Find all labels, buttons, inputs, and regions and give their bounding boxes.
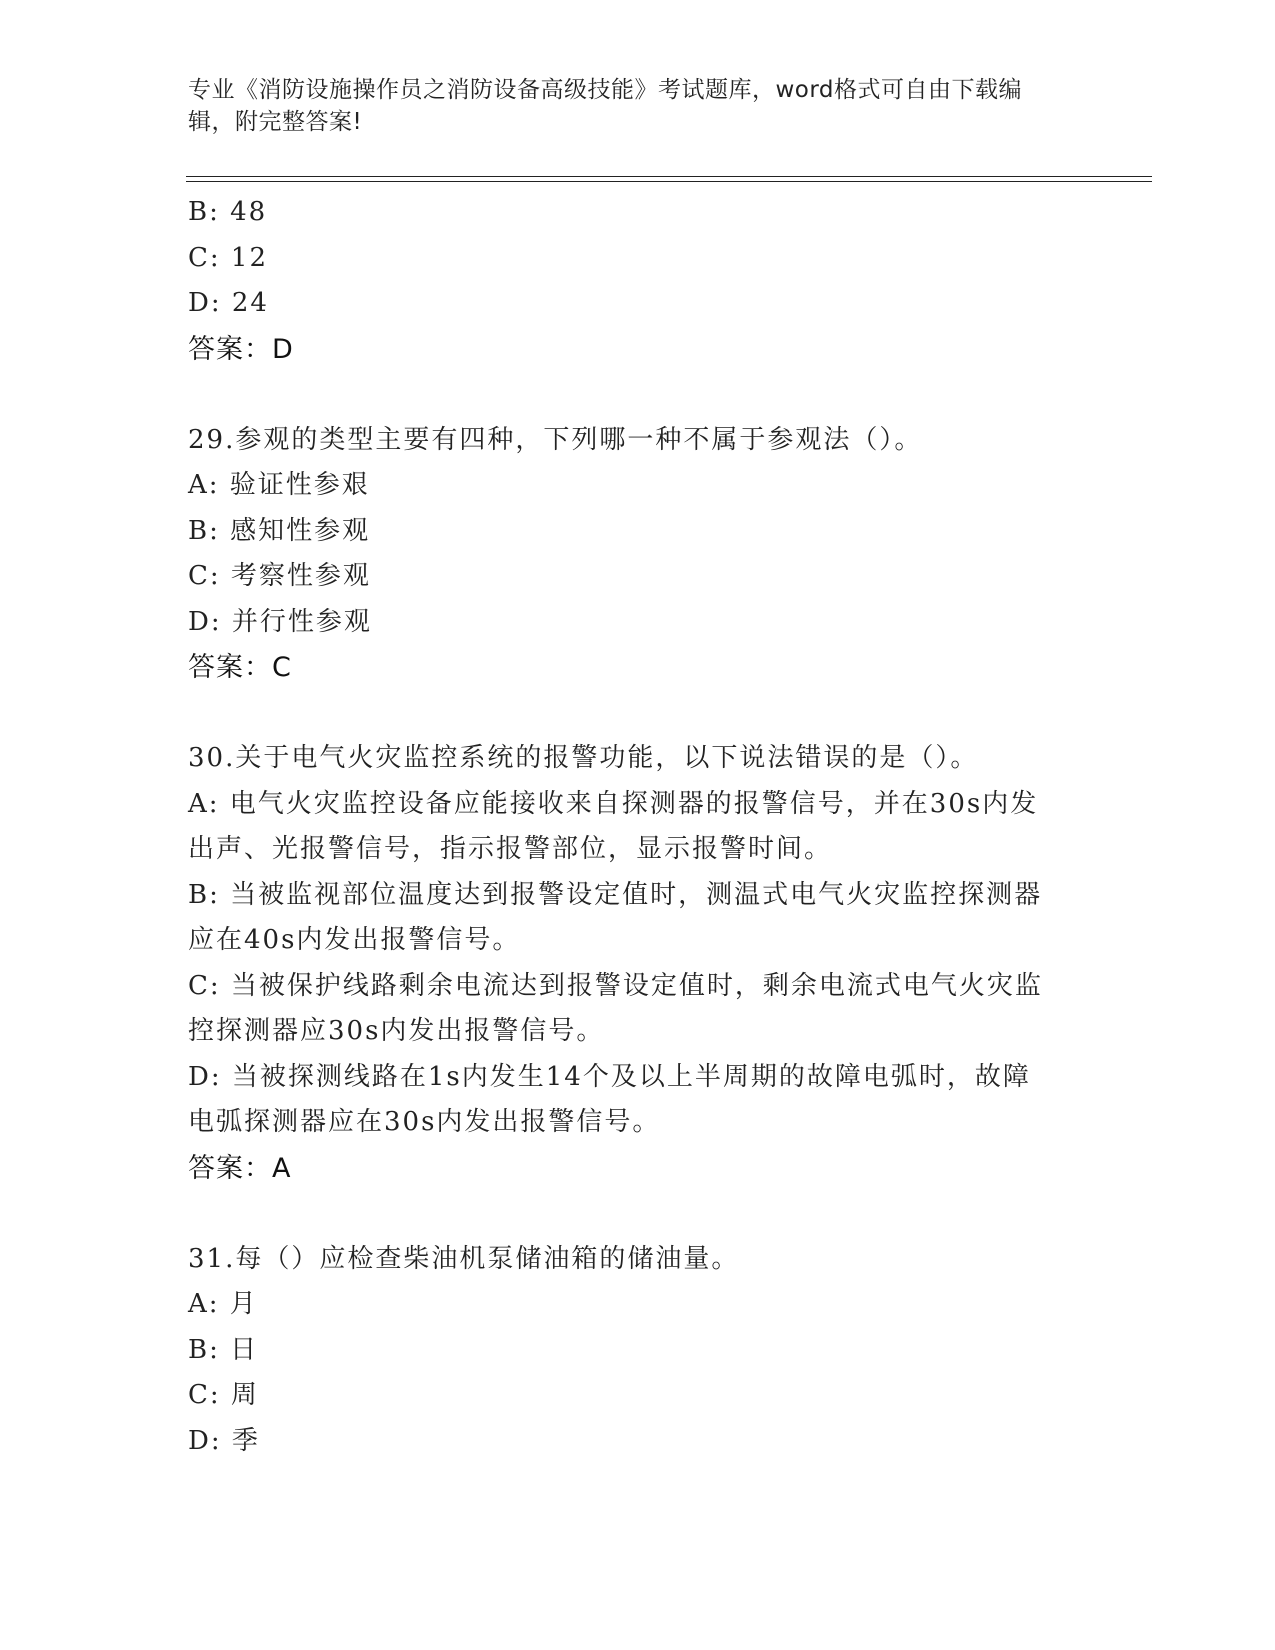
option-b-line-1: B: 当被监视部位温度达到报警设定值时，测温式电气火灾监控探测器 xyxy=(188,879,1043,910)
option-b-line-2: 应在40s内发出报警信号。 xyxy=(188,925,521,955)
option-a-line-1: A: 电气火灾监控设备应能接收来自探测器的报警信号，并在30s内发 xyxy=(188,788,1039,819)
option-c-line-1: C: 当被保护线路剩余电流达到报警设定值时，剩余电流式电气火灾监 xyxy=(188,970,1043,1001)
option-c-line-2: 控探测器应30s内发出报警信号。 xyxy=(188,1016,605,1046)
option-b: B: 感知性参观 xyxy=(188,515,371,546)
question-text: 31.每（）应检查柴油机泵储油箱的储油量。 xyxy=(188,1243,740,1274)
header-divider-top xyxy=(186,176,1152,177)
option-b: B: 48 xyxy=(188,197,268,227)
option-d: D: 并行性参观 xyxy=(188,606,372,637)
option-b: B: 日 xyxy=(188,1334,259,1365)
question-31 xyxy=(188,1237,1088,1465)
option-d: D: 季 xyxy=(188,1425,260,1456)
option-c: C: 周 xyxy=(188,1380,259,1410)
option-c: C: 12 xyxy=(188,242,269,273)
question-text: 30.关于电气火灾监控系统的报警功能，以下说法错误的是（）。 xyxy=(188,743,979,773)
question-30 xyxy=(188,736,1088,1191)
option-a: A: 验证性参艰 xyxy=(188,470,370,500)
header-line-1: 专业《消防设施操作员之消防设备高级技能》考试题库，word格式可自由下载编 xyxy=(188,77,1023,103)
option-d: D: 24 xyxy=(188,288,269,318)
question-list xyxy=(188,190,1088,1464)
answer: 答案：C xyxy=(188,652,292,683)
question-text: 29.参观的类型主要有四种，下列哪一种不属于参观法（）。 xyxy=(188,424,923,455)
option-a-line-2: 出声、光报警信号，指示报警部位，显示报警时间。 xyxy=(188,834,833,864)
question-29 xyxy=(188,418,1088,691)
answer: 答案：A xyxy=(188,1152,292,1184)
option-d-line-1: D: 当被探测线路在1s内发生14个及以上半周期的故障电弧时，故障 xyxy=(188,1061,1031,1092)
document-header xyxy=(188,74,1068,138)
header-divider-bottom xyxy=(186,181,1152,182)
option-c: C: 考察性参观 xyxy=(188,561,371,591)
answer: 答案：D xyxy=(188,333,294,365)
option-a: A: 月 xyxy=(188,1289,258,1319)
header-line-2: 辑，附完整答案! xyxy=(188,109,363,135)
question-28-partial xyxy=(188,190,1088,372)
option-d-line-2: 电弧探测器应在30s内发出报警信号。 xyxy=(188,1107,661,1137)
